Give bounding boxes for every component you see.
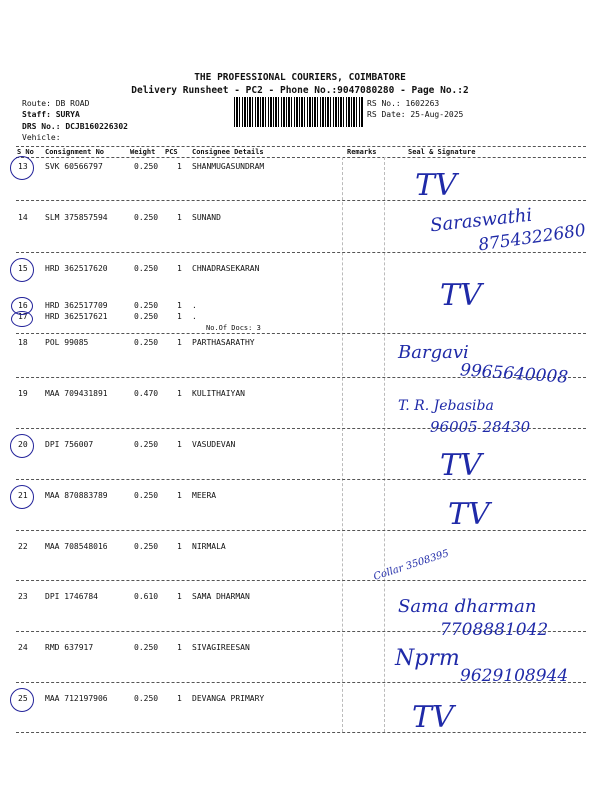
row-17-pcs: 1 xyxy=(177,312,182,321)
row-18-pcs: 1 xyxy=(177,338,182,347)
route-label: Route: DB ROAD xyxy=(22,99,90,108)
row-23-signature-name: Sama dharman xyxy=(398,596,537,617)
row-25-consignment: MAA 712197906 xyxy=(45,694,108,703)
row-17-circle-mark xyxy=(11,311,33,327)
row-15-circle-mark xyxy=(10,258,34,282)
row-20-consignee: VASUDEVAN xyxy=(192,440,236,449)
row-16-sno: 16 xyxy=(18,301,28,310)
rs-number: RS No.: 1602263 xyxy=(367,99,440,108)
row-13-weight: 0.250 xyxy=(134,162,159,171)
row-13-consignee: SHANMUGASUNDRAM xyxy=(192,162,265,171)
col-header-weight: Weight xyxy=(130,148,156,156)
row-21-consignment: MAA 870883789 xyxy=(45,491,108,500)
row-14-sno: 14 xyxy=(18,213,28,222)
drs-label: DRS No.: DCJB160226302 xyxy=(22,122,128,131)
row-22-pcs: 1 xyxy=(177,542,182,551)
row-23-consignee: SAMA DHARMAN xyxy=(192,592,250,601)
row-23-signature-phone: 7708881042 xyxy=(440,620,549,640)
row-23-weight: 0.610 xyxy=(134,592,159,601)
row-13-pcs: 1 xyxy=(177,162,182,171)
row-18-sno: 18 xyxy=(18,338,28,347)
table-top-rule xyxy=(16,146,586,147)
row-20-weight: 0.250 xyxy=(134,440,159,449)
row-25-pcs: 1 xyxy=(177,694,182,703)
row-divider xyxy=(16,200,586,201)
row-24-signature-name: Nprm xyxy=(395,646,460,671)
row-13-circle-mark xyxy=(10,156,34,180)
row-19-sno: 19 xyxy=(18,389,28,398)
row-24-weight: 0.250 xyxy=(134,643,159,652)
row-19-weight: 0.470 xyxy=(134,389,159,398)
row-21-handwritten-tv: TV xyxy=(448,497,490,532)
row-25-consignee: DEVANGA PRIMARY xyxy=(192,694,265,703)
row-22-sno: 22 xyxy=(18,542,28,551)
col-header-sno: S No xyxy=(17,148,34,156)
row-15-weight: 0.250 xyxy=(134,264,159,273)
row-17-consignee: . xyxy=(192,312,197,321)
row-14-signature-phone: 8754322680 xyxy=(477,220,588,256)
row-16-pcs: 1 xyxy=(177,301,182,310)
signature-column-divider xyxy=(384,157,385,732)
row-13-consignment: SVK 60566797 xyxy=(45,162,103,171)
row-19-signature-name: T. R. Jebasiba xyxy=(398,398,494,414)
row-22-consignee: NIRMALA xyxy=(192,542,226,551)
row-15-handwritten-tv: TV xyxy=(440,278,482,313)
row-23-consignment: DPI 1746784 xyxy=(45,592,98,601)
barcode xyxy=(234,97,364,127)
row-divider xyxy=(16,333,586,334)
document-title: THE PROFESSIONAL COURIERS, COIMBATORE xyxy=(194,72,406,83)
row-19-consignee: KULITHAIYAN xyxy=(192,389,245,398)
row-15-pcs: 1 xyxy=(177,264,182,273)
row-13-sno: 13 xyxy=(18,162,28,171)
row-24-sno: 24 xyxy=(18,643,28,652)
row-19-consignment: MAA 709431891 xyxy=(45,389,108,398)
row-18-signature-name: Bargavi xyxy=(398,342,469,363)
row-20-handwritten-tv: TV xyxy=(440,448,482,483)
row-21-pcs: 1 xyxy=(177,491,182,500)
row-24-pcs: 1 xyxy=(177,643,182,652)
row-16-consignee: . xyxy=(192,301,197,310)
row-24-consignment: RMD 637917 xyxy=(45,643,94,652)
row-19-pcs: 1 xyxy=(177,389,182,398)
col-header-consignment: Consignment No xyxy=(45,148,105,156)
row-24-signature-phone: 9629108944 xyxy=(460,666,569,686)
row-14-signature-name: Saraswathi xyxy=(429,204,534,237)
table-header-rule xyxy=(16,157,586,158)
row-19-signature-phone: 96005 28430 xyxy=(430,418,531,436)
no-of-docs: No.Of Docs: 3 xyxy=(206,324,261,332)
row-16-weight: 0.250 xyxy=(134,301,159,310)
row-divider xyxy=(16,530,586,531)
col-header-pcs: PCS xyxy=(165,148,178,156)
vehicle-label: Vehicle: xyxy=(22,133,61,142)
row-22-consignment: MAA 708548016 xyxy=(45,542,108,551)
row-15-consignee: CHNADRASEKARAN xyxy=(192,264,260,273)
row-18-weight: 0.250 xyxy=(134,338,159,347)
row-15-consignment: HRD 362517620 xyxy=(45,264,108,273)
row-23-pcs: 1 xyxy=(177,592,182,601)
row-18-consignee: PARTHASARATHY xyxy=(192,338,255,347)
staff-label: Staff: SURYA xyxy=(22,110,80,119)
row-18-signature-phone: 9965640008 xyxy=(459,360,569,388)
row-14-consignee: SUNAND xyxy=(192,213,221,222)
row-14-weight: 0.250 xyxy=(134,213,159,222)
row-25-handwritten-tv: TV xyxy=(412,700,454,735)
document-subtitle: Delivery Runsheet - PC2 - Phone No.:9047080280 - Page No.:2 xyxy=(131,85,469,96)
row-16-consignment: HRD 362517709 xyxy=(45,301,108,310)
row-22-weight: 0.250 xyxy=(134,542,159,551)
row-25-weight: 0.250 xyxy=(134,694,159,703)
row-17-consignment: HRD 362517621 xyxy=(45,312,108,321)
row-13-handwritten-tv: TV xyxy=(415,168,457,203)
remarks-column-divider xyxy=(342,157,343,732)
row-23-sno: 23 xyxy=(18,592,28,601)
row-14-pcs: 1 xyxy=(177,213,182,222)
row-24-consignee: SIVAGIREESAN xyxy=(192,643,250,652)
row-21-circle-mark xyxy=(10,485,34,509)
row-17-sno: 17 xyxy=(18,312,28,321)
row-17-weight: 0.250 xyxy=(134,312,159,321)
row-20-consignment: DPI 756007 xyxy=(45,440,94,449)
row-20-circle-mark xyxy=(10,434,34,458)
row-20-sno: 20 xyxy=(18,440,28,449)
rs-date: RS Date: 25-Aug-2025 xyxy=(367,110,464,119)
table-bottom-rule xyxy=(16,732,586,733)
row-21-weight: 0.250 xyxy=(134,491,159,500)
row-18-consignment: POL 99085 xyxy=(45,338,89,347)
row-divider xyxy=(16,479,586,480)
row-21-consignee: MEERA xyxy=(192,491,217,500)
row-20-pcs: 1 xyxy=(177,440,182,449)
col-header-signature: Seal & Signature xyxy=(408,148,476,156)
row-divider xyxy=(16,580,586,581)
col-header-consignee: Consignee Details xyxy=(192,148,264,156)
col-header-remarks: Remarks xyxy=(347,148,377,156)
row-15-sno: 15 xyxy=(18,264,28,273)
row-25-circle-mark xyxy=(10,688,34,712)
row-25-sno: 25 xyxy=(18,694,28,703)
row-23-handwritten-note: Collar 3508395 xyxy=(372,548,451,583)
row-14-consignment: SLM 375857594 xyxy=(45,213,108,222)
row-21-sno: 21 xyxy=(18,491,28,500)
